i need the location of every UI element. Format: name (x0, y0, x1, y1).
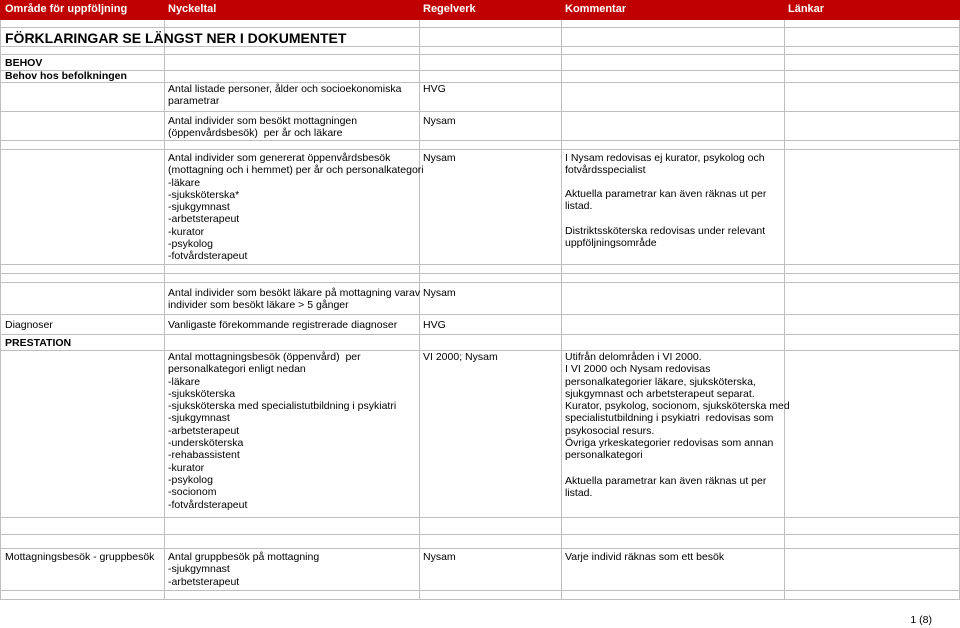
key-figure-cell: Vanligaste förekommande registrerade diagnoser (168, 319, 398, 331)
key-figure-cell: Antal gruppbesök på mottagning -sjukgymnast -arbetsterapeut (168, 551, 320, 588)
table-header (0, 0, 960, 20)
rules-cell: Nysam (423, 115, 456, 127)
page-number: 1 (8) (910, 614, 932, 626)
rules-cell: VI 2000; Nysam (423, 351, 498, 363)
comment-cell: Aktuella parametrar kan även räknas ut per listad. (565, 188, 767, 213)
key-figure-cell: Antal individer som besökt mottagningen (öppenvårdsbesök) per år och läkare (168, 115, 358, 140)
header-rules: Regelverk (423, 3, 476, 15)
area-cell: Mottagningsbesök - gruppbesök (5, 551, 155, 563)
rules-cell: Nysam (423, 551, 456, 563)
header-comment: Kommentar (565, 3, 627, 15)
comment-cell: Varje individ räknas som ett besök (565, 551, 725, 563)
area-cell: Diagnoser (5, 319, 53, 331)
comment-cell: Aktuella parametrar kan även räknas ut per listad. (565, 475, 767, 500)
section-heading-behov: BEHOV (5, 57, 43, 69)
section-subheading: Behov hos befolkningen (5, 70, 127, 82)
page-title: FÖRKLARINGAR SE LÄNGST NER I DOKUMENTET (5, 30, 347, 46)
rules-cell: Nysam (423, 152, 456, 164)
key-figure-cell: Antal mottagningsbesök (öppenvård) per personalkategori enligt nedan -läkare -sjuksköterska -sjuksköterska med specialistutbildning i psykiatri -sjukgymnast -arbetsterapeut -undersköterska -rehabassistent -kurator -psykolog -socionom -fotvårdsterapeut (168, 351, 397, 511)
rules-cell: HVG (423, 319, 446, 331)
header-links: Länkar (788, 3, 825, 15)
key-figure-cell: Antal individer som genererat öppenvårdsbesök (mottagning och i hemmet) per år och personalkategori -läkare -sjuksköterska* -sjukgymnast -arbetsterapeut -kurator -psykolog -fotvårdsterapeut (168, 152, 424, 263)
rules-cell: Nysam (423, 287, 456, 299)
header-area: Område för uppföljning (5, 3, 128, 15)
header-key-figure: Nyckeltal (168, 3, 217, 15)
key-figure-cell: Antal individer som besökt läkare på mottagning varav individer som besökt läkare > 5 gånger (168, 287, 421, 312)
comment-cell: Utifrån delområden i VI 2000. I VI 2000 och Nysam redovisas personalkategorier läkare, sjuksköterska, sjukgymnast och arbetsterapeut separat. Kurator, psykolog, socionom, sjuksköterska med specialistutbildning i psykiatri redovisas som psykosocial resurs. Övriga yrkeskategorier redovisas som annan personalkategori (565, 351, 790, 462)
key-figure-cell: Antal listade personer, ålder och socioekonomiska parametrar (168, 83, 402, 108)
rules-cell: HVG (423, 83, 446, 95)
comment-cell: Distriktssköterska redovisas under relevant uppföljningsområde (565, 225, 766, 250)
section-heading-prestation: PRESTATION (5, 337, 72, 349)
comment-cell: I Nysam redovisas ej kurator, psykolog och fotvårdsspecialist (565, 152, 765, 177)
